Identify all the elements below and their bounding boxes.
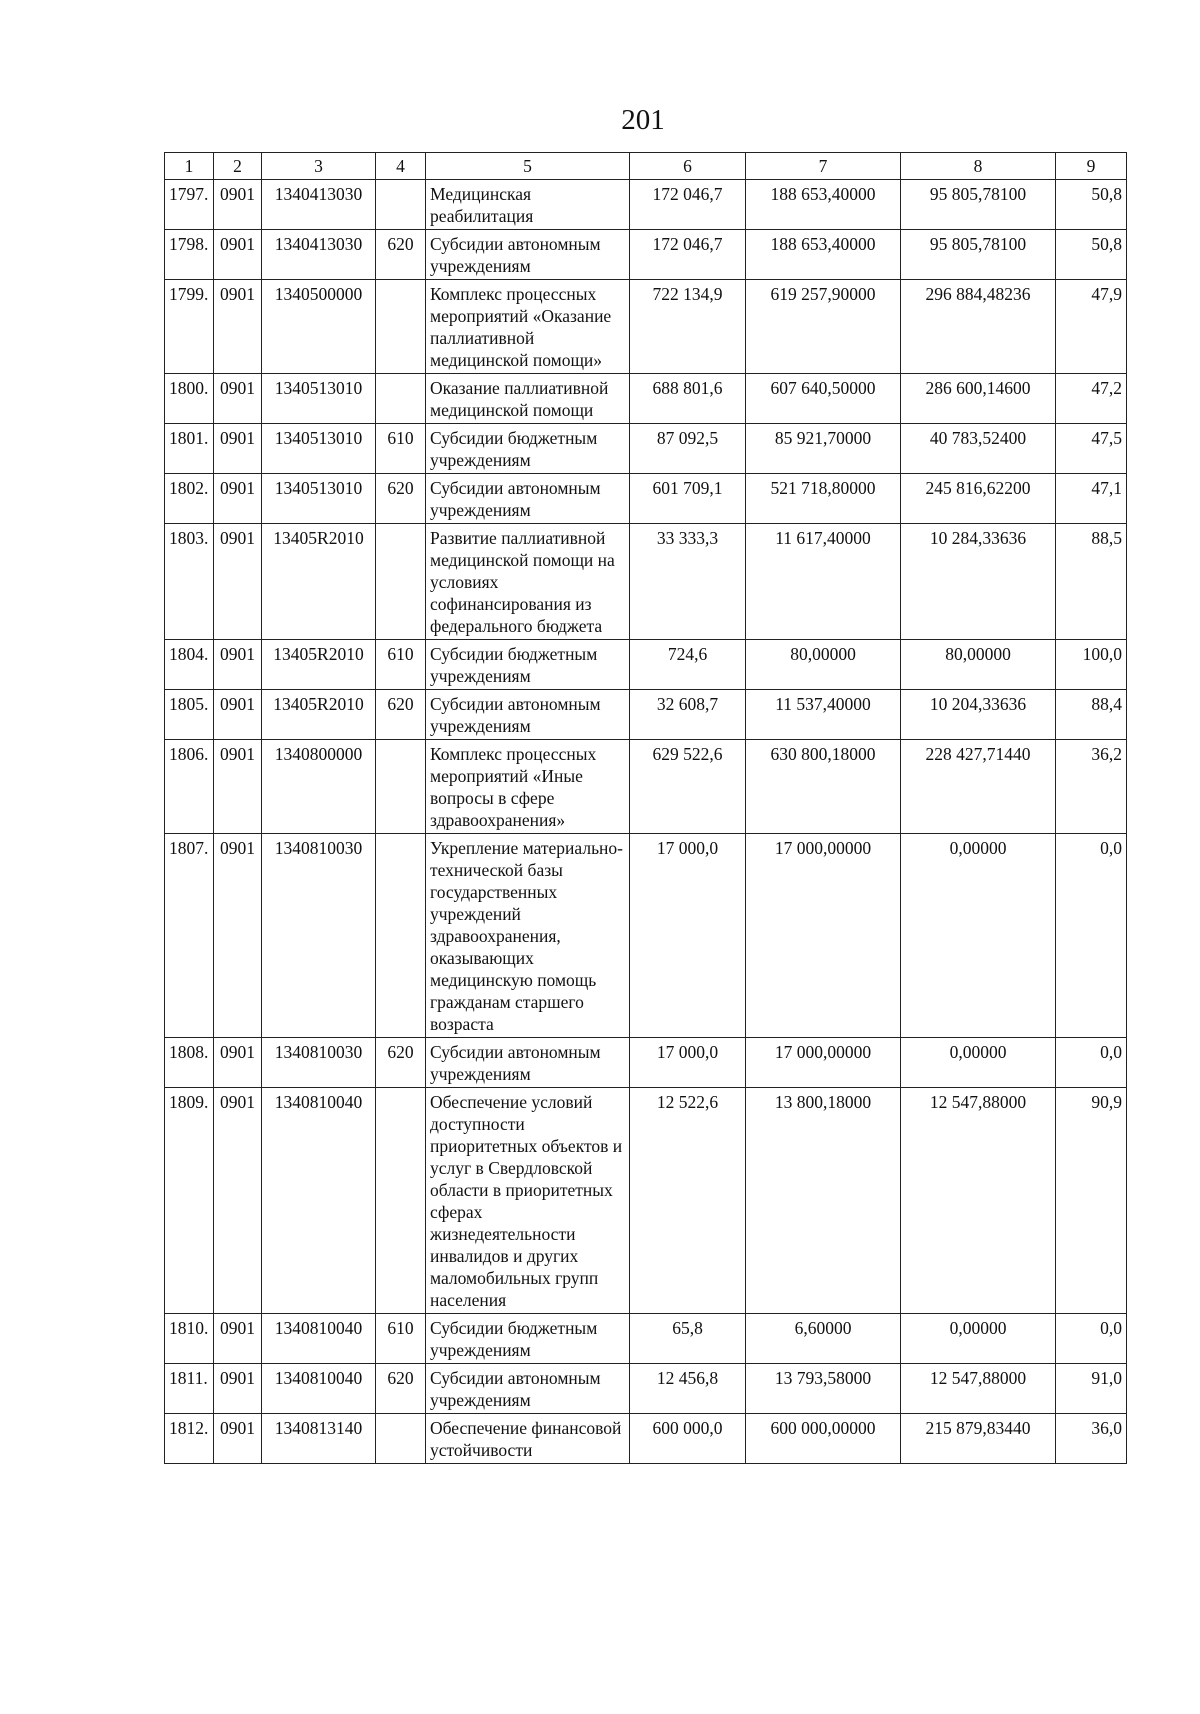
percent-cell: 47,1 <box>1056 474 1127 524</box>
table-row <box>165 180 1127 230</box>
target-code-cell: 13405R2010 <box>262 524 376 640</box>
section-code-cell: 0901 <box>214 740 262 834</box>
row-number-cell: 1803. <box>165 524 214 640</box>
target-code-cell: 13405R2010 <box>262 640 376 690</box>
item-name-cell: Субсидии автономным учреждениям <box>426 690 630 740</box>
budget-table <box>164 152 1127 1464</box>
column-header: 8 <box>901 153 1056 180</box>
target-code-cell: 1340513010 <box>262 474 376 524</box>
value-col6-cell: 87 092,5 <box>630 424 746 474</box>
value-col7-cell: 85 921,70000 <box>746 424 901 474</box>
column-header: 4 <box>376 153 426 180</box>
percent-cell: 50,8 <box>1056 230 1127 280</box>
value-col8-cell: 40 783,52400 <box>901 424 1056 474</box>
table-header-row <box>165 153 1127 180</box>
value-col7-cell: 188 653,40000 <box>746 180 901 230</box>
expense-type-cell <box>376 280 426 374</box>
section-code-cell: 0901 <box>214 180 262 230</box>
row-number-cell: 1807. <box>165 834 214 1038</box>
row-number-cell: 1812. <box>165 1414 214 1464</box>
table-row <box>165 740 1127 834</box>
table-row <box>165 1364 1127 1414</box>
row-number-cell: 1810. <box>165 1314 214 1364</box>
value-col6-cell: 629 522,6 <box>630 740 746 834</box>
table-row <box>165 280 1127 374</box>
expense-type-cell: 620 <box>376 1038 426 1088</box>
value-col7-cell: 630 800,18000 <box>746 740 901 834</box>
section-code-cell: 0901 <box>214 374 262 424</box>
table-row <box>165 424 1127 474</box>
row-number-cell: 1798. <box>165 230 214 280</box>
value-col6-cell: 17 000,0 <box>630 1038 746 1088</box>
percent-cell: 36,2 <box>1056 740 1127 834</box>
value-col6-cell: 724,6 <box>630 640 746 690</box>
target-code-cell: 1340800000 <box>262 740 376 834</box>
expense-type-cell: 620 <box>376 230 426 280</box>
value-col7-cell: 13 793,58000 <box>746 1364 901 1414</box>
section-code-cell: 0901 <box>214 1314 262 1364</box>
target-code-cell: 1340813140 <box>262 1414 376 1464</box>
item-name-cell: Субсидии бюджетным учреждениям <box>426 424 630 474</box>
column-header: 3 <box>262 153 376 180</box>
expense-type-cell: 620 <box>376 474 426 524</box>
table-row <box>165 1314 1127 1364</box>
table-row <box>165 1088 1127 1314</box>
value-col8-cell: 286 600,14600 <box>901 374 1056 424</box>
value-col8-cell: 0,00000 <box>901 1314 1056 1364</box>
table-row <box>165 230 1127 280</box>
value-col7-cell: 13 800,18000 <box>746 1088 901 1314</box>
column-header: 7 <box>746 153 901 180</box>
page-number: 201 <box>621 104 665 136</box>
percent-cell: 50,8 <box>1056 180 1127 230</box>
value-col8-cell: 95 805,78100 <box>901 180 1056 230</box>
value-col7-cell: 11 617,40000 <box>746 524 901 640</box>
target-code-cell: 1340513010 <box>262 374 376 424</box>
item-name-cell: Обеспечение условий доступности приоритетных объектов и услуг в Свердловской области в приоритетных сферах жизнедеятельности инвалидов и других маломобильных групп населения <box>426 1088 630 1314</box>
item-name-cell: Комплекс процессных мероприятий «Иные вопросы в сфере здравоохранения» <box>426 740 630 834</box>
item-name-cell: Развитие паллиативной медицинской помощи на условиях софинансирования из федерального бюджета <box>426 524 630 640</box>
row-number-cell: 1800. <box>165 374 214 424</box>
column-header: 1 <box>165 153 214 180</box>
value-col8-cell: 12 547,88000 <box>901 1088 1056 1314</box>
value-col8-cell: 12 547,88000 <box>901 1364 1056 1414</box>
table-row <box>165 524 1127 640</box>
table-row <box>165 834 1127 1038</box>
row-number-cell: 1804. <box>165 640 214 690</box>
target-code-cell: 1340513010 <box>262 424 376 474</box>
item-name-cell: Укрепление материально-технической базы государственных учреждений здравоохранения, оказывающих медицинскую помощь гражданам старшего возраста <box>426 834 630 1038</box>
value-col7-cell: 6,60000 <box>746 1314 901 1364</box>
value-col8-cell: 0,00000 <box>901 834 1056 1038</box>
section-code-cell: 0901 <box>214 474 262 524</box>
value-col6-cell: 33 333,3 <box>630 524 746 640</box>
target-code-cell: 1340413030 <box>262 230 376 280</box>
expense-type-cell: 610 <box>376 424 426 474</box>
value-col8-cell: 0,00000 <box>901 1038 1056 1088</box>
percent-cell: 36,0 <box>1056 1414 1127 1464</box>
target-code-cell: 1340810030 <box>262 1038 376 1088</box>
value-col6-cell: 17 000,0 <box>630 834 746 1038</box>
table-row <box>165 1414 1127 1464</box>
percent-cell: 100,0 <box>1056 640 1127 690</box>
value-col8-cell: 215 879,83440 <box>901 1414 1056 1464</box>
value-col8-cell: 296 884,48236 <box>901 280 1056 374</box>
target-code-cell: 1340500000 <box>262 280 376 374</box>
section-code-cell: 0901 <box>214 424 262 474</box>
row-number-cell: 1809. <box>165 1088 214 1314</box>
row-number-cell: 1811. <box>165 1364 214 1414</box>
expense-type-cell <box>376 374 426 424</box>
value-col7-cell: 11 537,40000 <box>746 690 901 740</box>
column-header: 6 <box>630 153 746 180</box>
value-col6-cell: 722 134,9 <box>630 280 746 374</box>
value-col6-cell: 172 046,7 <box>630 230 746 280</box>
table-row <box>165 690 1127 740</box>
value-col7-cell: 521 718,80000 <box>746 474 901 524</box>
item-name-cell: Субсидии автономным учреждениям <box>426 1364 630 1414</box>
value-col6-cell: 12 456,8 <box>630 1364 746 1414</box>
value-col6-cell: 601 709,1 <box>630 474 746 524</box>
item-name-cell: Субсидии автономным учреждениям <box>426 1038 630 1088</box>
value-col7-cell: 80,00000 <box>746 640 901 690</box>
target-code-cell: 1340810040 <box>262 1314 376 1364</box>
expense-type-cell <box>376 834 426 1038</box>
section-code-cell: 0901 <box>214 1414 262 1464</box>
value-col8-cell: 80,00000 <box>901 640 1056 690</box>
value-col6-cell: 12 522,6 <box>630 1088 746 1314</box>
percent-cell: 90,9 <box>1056 1088 1127 1314</box>
value-col8-cell: 228 427,71440 <box>901 740 1056 834</box>
item-name-cell: Субсидии автономным учреждениям <box>426 230 630 280</box>
row-number-cell: 1808. <box>165 1038 214 1088</box>
expense-type-cell: 610 <box>376 640 426 690</box>
row-number-cell: 1805. <box>165 690 214 740</box>
percent-cell: 0,0 <box>1056 1314 1127 1364</box>
value-col8-cell: 95 805,78100 <box>901 230 1056 280</box>
row-number-cell: 1801. <box>165 424 214 474</box>
expense-type-cell <box>376 1088 426 1314</box>
value-col7-cell: 188 653,40000 <box>746 230 901 280</box>
row-number-cell: 1797. <box>165 180 214 230</box>
column-header: 2 <box>214 153 262 180</box>
expense-type-cell <box>376 1414 426 1464</box>
table-row <box>165 374 1127 424</box>
percent-cell: 88,5 <box>1056 524 1127 640</box>
item-name-cell: Субсидии автономным учреждениям <box>426 474 630 524</box>
value-col8-cell: 245 816,62200 <box>901 474 1056 524</box>
expense-type-cell: 620 <box>376 690 426 740</box>
percent-cell: 0,0 <box>1056 1038 1127 1088</box>
expense-type-cell <box>376 524 426 640</box>
row-number-cell: 1799. <box>165 280 214 374</box>
value-col7-cell: 17 000,00000 <box>746 834 901 1038</box>
item-name-cell: Оказание паллиативной медицинской помощи <box>426 374 630 424</box>
item-name-cell: Медицинская реабилитация <box>426 180 630 230</box>
section-code-cell: 0901 <box>214 1038 262 1088</box>
value-col6-cell: 688 801,6 <box>630 374 746 424</box>
target-code-cell: 1340810030 <box>262 834 376 1038</box>
section-code-cell: 0901 <box>214 524 262 640</box>
section-code-cell: 0901 <box>214 834 262 1038</box>
value-col6-cell: 32 608,7 <box>630 690 746 740</box>
value-col6-cell: 172 046,7 <box>630 180 746 230</box>
value-col8-cell: 10 284,33636 <box>901 524 1056 640</box>
value-col7-cell: 600 000,00000 <box>746 1414 901 1464</box>
item-name-cell: Субсидии бюджетным учреждениям <box>426 1314 630 1364</box>
table-row <box>165 474 1127 524</box>
expense-type-cell <box>376 740 426 834</box>
percent-cell: 91,0 <box>1056 1364 1127 1414</box>
table-row <box>165 640 1127 690</box>
value-col6-cell: 65,8 <box>630 1314 746 1364</box>
column-header: 9 <box>1056 153 1127 180</box>
section-code-cell: 0901 <box>214 280 262 374</box>
value-col8-cell: 10 204,33636 <box>901 690 1056 740</box>
expense-type-cell: 620 <box>376 1364 426 1414</box>
expense-type-cell <box>376 180 426 230</box>
percent-cell: 88,4 <box>1056 690 1127 740</box>
percent-cell: 47,5 <box>1056 424 1127 474</box>
section-code-cell: 0901 <box>214 690 262 740</box>
value-col7-cell: 17 000,00000 <box>746 1038 901 1088</box>
expense-type-cell: 610 <box>376 1314 426 1364</box>
item-name-cell: Субсидии бюджетным учреждениям <box>426 640 630 690</box>
percent-cell: 47,9 <box>1056 280 1127 374</box>
value-col7-cell: 607 640,50000 <box>746 374 901 424</box>
section-code-cell: 0901 <box>214 230 262 280</box>
table-row <box>165 1038 1127 1088</box>
item-name-cell: Обеспечение финансовой устойчивости <box>426 1414 630 1464</box>
target-code-cell: 1340810040 <box>262 1364 376 1414</box>
value-col7-cell: 619 257,90000 <box>746 280 901 374</box>
item-name-cell: Комплекс процессных мероприятий «Оказание паллиативной медицинской помощи» <box>426 280 630 374</box>
percent-cell: 47,2 <box>1056 374 1127 424</box>
value-col6-cell: 600 000,0 <box>630 1414 746 1464</box>
column-header: 5 <box>426 153 630 180</box>
row-number-cell: 1806. <box>165 740 214 834</box>
section-code-cell: 0901 <box>214 1088 262 1314</box>
section-code-cell: 0901 <box>214 640 262 690</box>
percent-cell: 0,0 <box>1056 834 1127 1038</box>
row-number-cell: 1802. <box>165 474 214 524</box>
target-code-cell: 13405R2010 <box>262 690 376 740</box>
target-code-cell: 1340810040 <box>262 1088 376 1314</box>
section-code-cell: 0901 <box>214 1364 262 1414</box>
target-code-cell: 1340413030 <box>262 180 376 230</box>
